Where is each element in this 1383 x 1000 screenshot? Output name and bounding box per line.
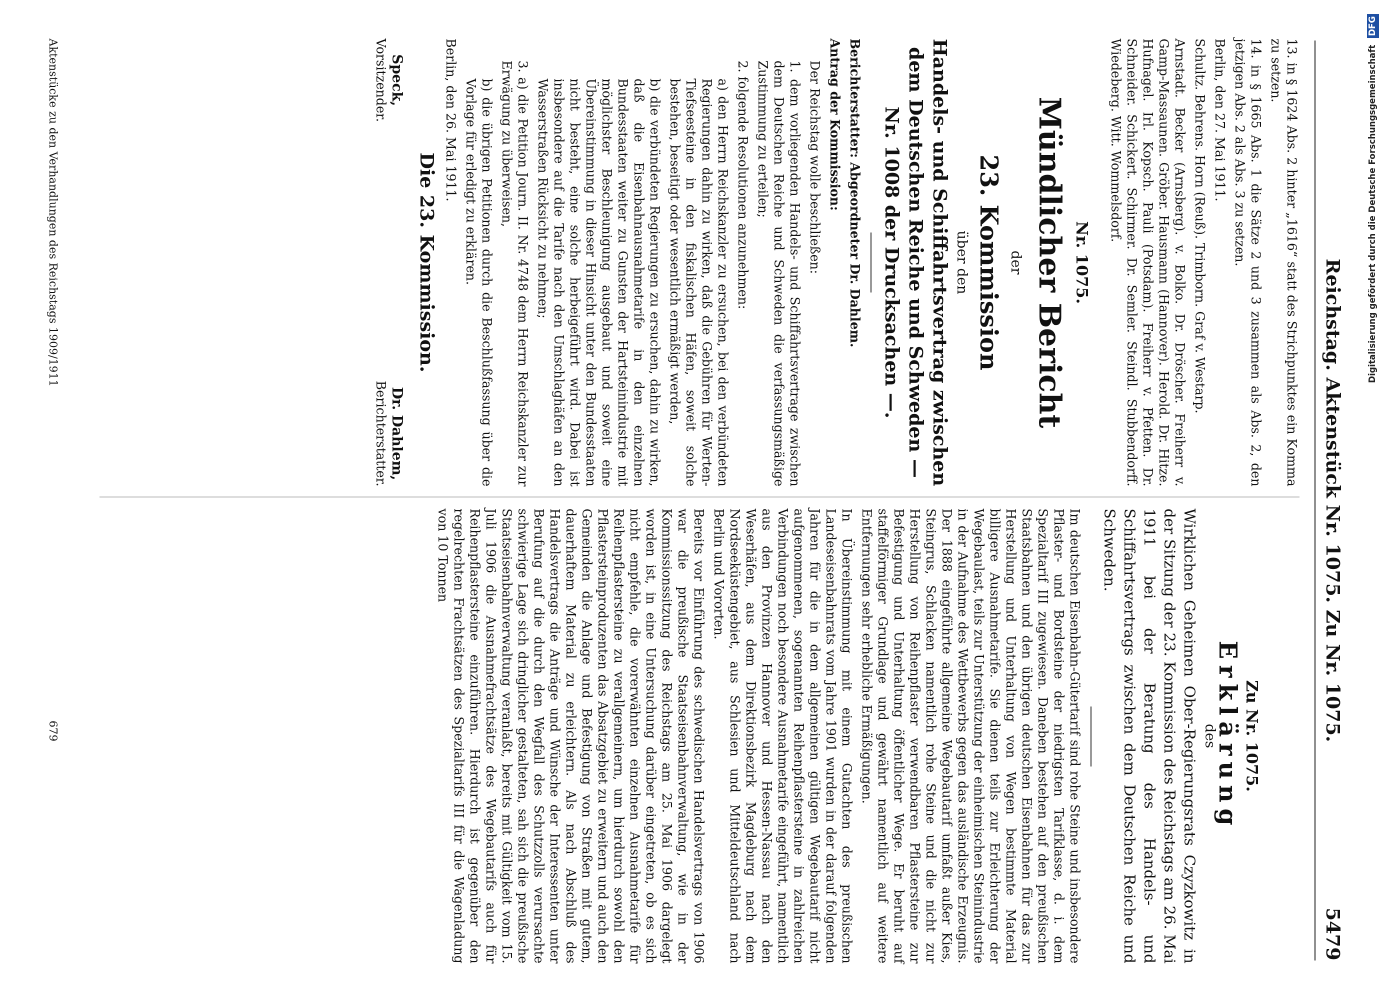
commission-signature-heading: Die 23. Kommission. bbox=[415, 152, 437, 372]
divider bbox=[1090, 706, 1091, 766]
motion-item: 2. folgende Resolutionen anzunehmen: bbox=[735, 60, 750, 309]
list-item: 13. in § 1624 Abs. 2 hinter „1616“ statt des Strichpunktes ein Komma zu setzen. bbox=[1268, 38, 1299, 486]
column-divider bbox=[99, 496, 1299, 497]
paragraph: In Übereinstimmung mit einem Gutachten des preußischen Landeseisenbahnrats vom Jahre 1901 wurden in der darauf folgenden Jahren für die in dem allgemeinen gültigen Wegebautarif nicht aufgenommenen, sogenannten Reihenpflastersteine in zahlreichen Verbindungen noch besondere Ausnahmetarife eingeführt, namentlich aus den Provinzen Hannover und Hessen-Nassau nach den Weserhäfen, aus dem Direktionsbezirk Magdeburg nach dem Nordseeküstengebiet, aus Schlesien und Mitteldeutschland nach Berlin und Vororten. bbox=[711, 508, 854, 963]
left-column bbox=[372, 38, 1299, 486]
motion-intro: Der Reichstag wolle beschließen: bbox=[807, 60, 822, 274]
motion-subitem: a) den Herrn Reichskanzler zu ersuchen, bei den verbündeten Regierungen dahin zu wirken, daß die Gebühren für Werten-Tiefseesteine in den fiskalischen Häfen, soweit solche bestehen, beseitigt oder wesentlich ermäßigt werden, bbox=[667, 78, 730, 486]
signers-block: Arnstadt. Becker (Arnsberg). v. Bolko. Dr. Dröscher. Freiherr v. Gamp-Massaunen. Gröber. Hausmann (Hannover). Herold. Dr. Hitze. Hufnagel. Irl. Kopsch. Pauli (Potsdam). Freiherr v. Pfetten. Dr. Schneider. Schickert. Schirmer. Dr. Semler. Steindl. Stubbendorff. Wiedeberg. Witt. Wommelsdorf. bbox=[1108, 38, 1187, 486]
section-number: Zu Nr. 1075. bbox=[1242, 679, 1261, 792]
signatures bbox=[372, 38, 404, 486]
document-number: Nr. 1075. bbox=[1072, 220, 1091, 304]
signature-reporter: Dr. Dahlem, Berichterstatter. bbox=[373, 380, 404, 486]
declaration-title: Erklärung bbox=[1213, 640, 1242, 831]
place-date: Berlin, den 27. Mai 1911. bbox=[1212, 38, 1227, 202]
running-header bbox=[1314, 40, 1345, 960]
paragraph: Im deutschen Eisenbahn-Gütertarif sind rohe Steine und insbesondere Pflaster- und Bordsteine der niedrigsten Tarifklasse, d. i. dem Spezialtarif III zugewiesen. Daneben bestehen auf den preußischen Staatsbahnen und den übrigen deutschen Eisenbahnen für das zur Herstellung und Unterhaltung von Wegen bestimmte Material billigere Ausnahmetarife. Sie dienen teils zur Erleichterung der Wegebaulast, teils zur Unterstützung der einheimischen Steinindustrie in der Aufnahme des Wettbewerbs gegen das ausländische Erzeugnis. Der 1888 eingeführte allgemeine Wegebautarif umfaßt außer Kies, Steingrus, Schlacken namentlich rohe Steine und die nicht zur Herstellung von Reihenpflaster verwendbaren Pflastersteine zur Befestigung und Unterhaltung öffentlicher Wege. Er beruht auf staffelförmiger Grundlage und gewährt namentlich auf weitere Entfernungen sehr erhebliche Ermäßigungen. bbox=[859, 508, 1082, 963]
treaty-title: Handels- und Schiffahrtsvertrag zwischen dem Deutschen Reiche und Schweden — Nr. 1008 der Drucksachen —. bbox=[880, 38, 950, 486]
digitization-note bbox=[1367, 14, 1379, 383]
list-item: 14. in § 1665 Abs. 1 die Sätze 2 und 3 zusammen als Abs. 2, den jetzigen Abs. 2 als Abs. 3 zu setzen. bbox=[1232, 38, 1263, 486]
motion-item: 1. dem vorliegenden Handels- und Schiffahrtsvertrage zwischen dem Deutschen Reiche und Schweden die verfassungsmäßige Zustimmung zu erteilen; bbox=[755, 60, 802, 486]
declaration-intro: Wirklichen Geheimen Ober-Regierungsrats Czyzkowitz in der Sitzung der 23. Kommission des Reichstags am 26. Mai 1911 bei der Beratung des Handels- und Schiffahrtsvertrags zwischen dem Deutschen Reiche und Schweden. bbox=[1100, 508, 1198, 963]
motion-subitem: b) die übrigen Petitionen durch die Beschlußfassung über die Vorlage für erledigt zu erklären. bbox=[463, 78, 494, 486]
signers-line: Schultz. Behrens. Horn (Reuß). Trimborn. Graf v. Westarp. bbox=[1192, 38, 1207, 414]
page-number: 5479 bbox=[1321, 907, 1343, 960]
signature-chair: Speck, Vorsitzender. bbox=[373, 38, 404, 122]
divider bbox=[870, 232, 871, 292]
connector-text: des bbox=[1201, 723, 1217, 748]
report-title: Mündlicher Bericht bbox=[1031, 96, 1066, 428]
connector-text: über den bbox=[953, 230, 969, 294]
connector-text: der bbox=[1007, 250, 1023, 274]
right-column bbox=[430, 508, 1299, 963]
footer-note: Aktenstücke zu den Verhandlungen des Reichstags 1909/1911 bbox=[46, 38, 59, 387]
dfg-logo: DFG bbox=[1368, 16, 1378, 36]
reporter-line: Berichterstatter: Abgeordneter Dr. Dahlem. bbox=[847, 38, 862, 347]
commission-title: 23. Kommission bbox=[974, 154, 1003, 370]
signature-mark: 679 bbox=[46, 720, 59, 741]
motion-subitem: b) die verbündeten Regierungen zu ersuchen, dahin zu wirken, daß die Eisenbahnausnahmetarife in den einzelnen Bundesstaaten weiter zu Gunsten der Hartsteinindustrie mit möglichster Beschleunigung ausgebaut und soweit eine Übereinstimmung in dieser Hinsicht unter den Bundesstaaten nicht besteht, eine solche herbeigeführt wird. Dabei ist insbesondere auf die Tarife nach den Umschlaghäfen an den Wasserstraßen Rücksicht zu nehmen; bbox=[535, 78, 662, 486]
place-date: Berlin, den 26. Mai 1911. bbox=[443, 38, 458, 202]
paragraph: Bereits vor Einführung des schwedischen Handelsvertrags von 1906 war die preußische Staatseisenbahnverwaltung, wie in der Kommissionssitzung des Reichstags am 25. Mai 1906 dargelegt worden ist, in eine Untersuchung darüber eingetreten, ob es sich nicht empfehle, die vorerwähnten einzelnen Ausnahmetarife für Reihenpflastersteine zu verallgemeinern, um hierdurch sowohl den Pflastersteinproduzenten das Absatzgebiet zu erweitern und auch den Gemeinden die Anlage und Befestigung von Straßen mit gutem, dauerhaftem Material zu erleichtern. Als nach Abschluß des Handelsvertrags die Anträge und Wünsche der Interessenten unter Berufung auf die durch den Wegfall des Schutzzolls verursachte schwierige Lage sich dringlicher gestalteten, sah sich die preußische Staatseisenbahnverwaltung veranlaßt, bereits mit Gültigkeit vom 15. Juli 1906 die Ausnahmefrachtsätze des Wegebautarifs auch für Reihenpflastersteine einzuführen. Hierdurch ist gegenüber den regelrechten Frachtsätzen des Spezialtarifs III für die Wagenladung von 10 Tonnen bbox=[435, 508, 706, 963]
motion-item: 3. a) die Petition Journ. II. Nr. 4748 dem Herrn Reichskanzler zur Erwägung zu überweisen, bbox=[499, 60, 530, 486]
digitization-text: Digitalisierung gefördert durch die Deutsche Forschungsgemeinschaft bbox=[1368, 44, 1378, 384]
header-title: Reichstag. Aktenstück Nr. 1075. Zu Nr. 1075. bbox=[1321, 258, 1343, 742]
motion-heading: Antrag der Kommission: bbox=[827, 38, 842, 211]
